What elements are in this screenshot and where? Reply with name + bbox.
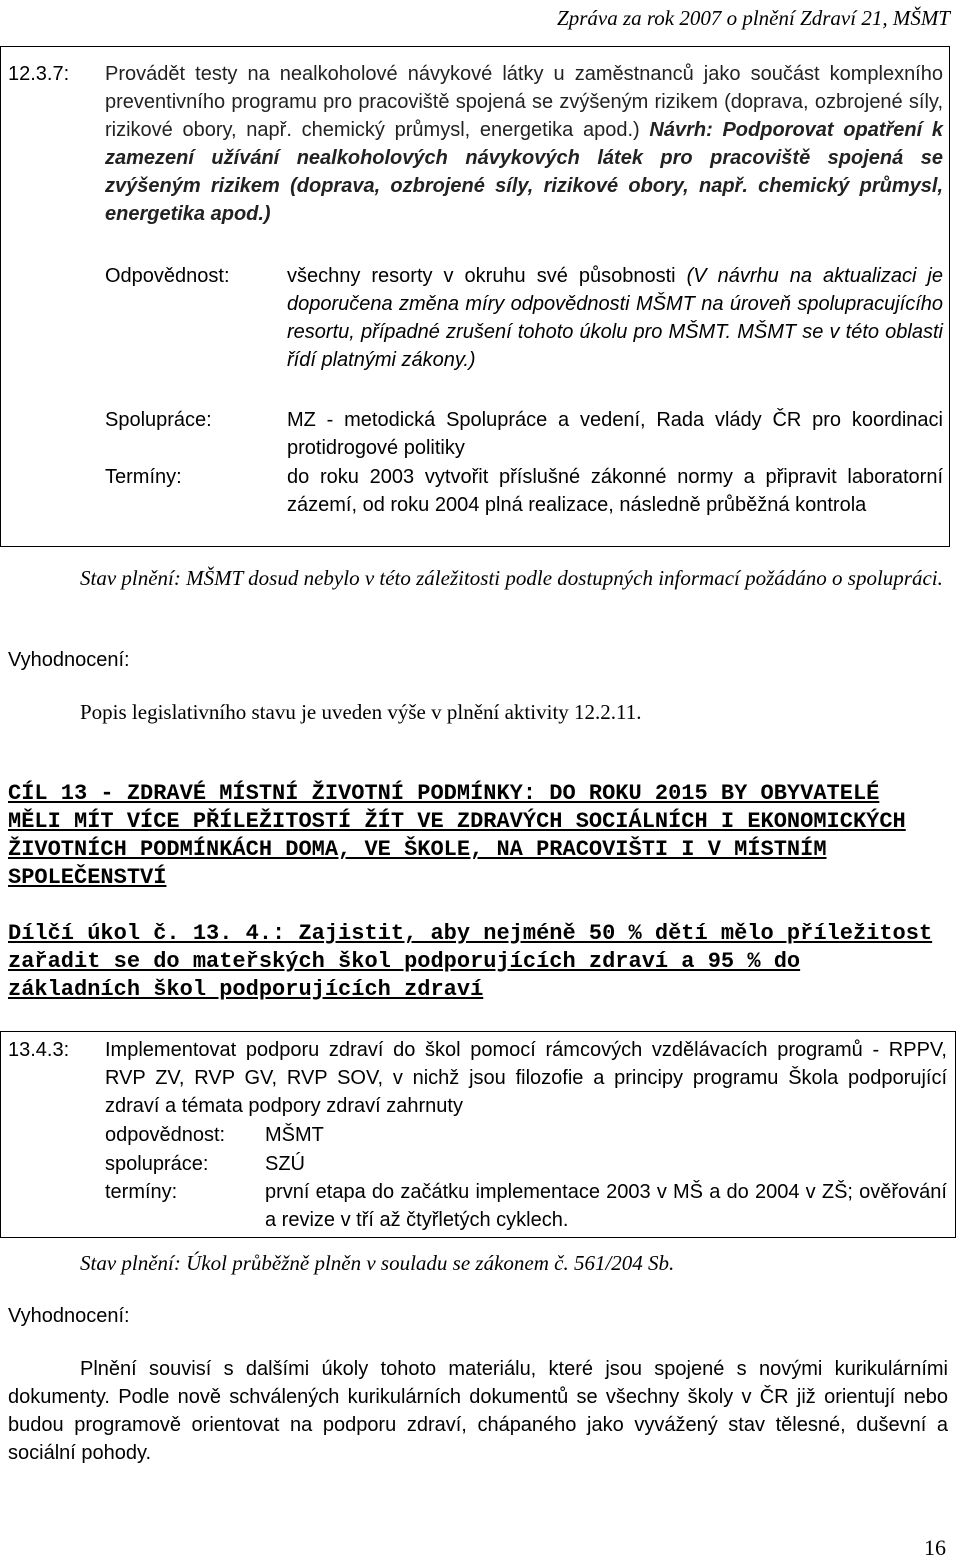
deadlines-text: do roku 2003 vytvořit příslušné zákonné normy a připravit laboratorní zázemí, od roku 2004 plná realizace, následně průběžná kontrola [287,466,943,516]
task-number: 12.3.7: [8,63,70,85]
evaluation-text: Plnění souvisí s dalšími úkoly tohoto materiálu, které jsou spojené s novými kurikulárními dokumenty. Podle nově schválených kurikulárních dokumentů se všechny školy v ČR již orientují nebo budou programově orientovat na podporu zdraví, chápaného jako vyvážený stav tělesné, duševní a sociální pohody. [8,1358,948,1464]
subtask-heading: Dílčí úkol č. 13. 4.: Zajistit, aby nejméně 50 % dětí mělo příležitost zařadit se do mateřských škol podporujících zdraví a 95 % do základních škol podporujících zdraví [8,921,933,1002]
task-description [105,60,943,228]
task-description: Implementovat podporu zdraví do škol pomocí rámcových vzdělávacích programů - RPPV, RVP ZV, RVP GV, RVP SOV, v nichž jsou filozofie a principy programu Škola podporující zdraví a témata podpory zdraví zahrnuty [105,1039,947,1117]
cooperation-text: SZÚ [265,1153,305,1175]
deadlines-label: Termíny: [105,466,182,488]
document-header: Zpráva za rok 2007 o plnění Zdraví 21, MŠMT [557,6,950,30]
status-text: Stav plnění: Úkol průběžně plněn v souladu se zákonem č. 561/204 Sb. [80,1251,675,1275]
task-proposal: Návrh: Podporovat opatření k zamezení užívání nealkoholových návykových látek pro pracoviště spojená se zvýšeným rizikem (doprava, ozbrojené síly, rizikové obory, např. chemický průmysl, energetika apod.) [105,119,944,225]
goal-heading: CÍL 13 - ZDRAVÉ MÍSTNÍ ŽIVOTNÍ PODMÍNKY: DO ROKU 2015 BY OBYVATELÉ MĚLI MÍT VÍCE PŘÍLEŽITOSTÍ ŽÍT VE ZDRAVÝCH SOCIÁLNÍCH I EKONOMICKÝCH ŽIVOTNÍCH PODMÍNKÁCH DOMA, VE ŠKOLE, NA PRACOVIŠTI I V MÍSTNÍM SPOLEČENSTVÍ [8,781,906,890]
deadlines-text: první etapa do začátku implementace 2003 v MŠ a do 2004 v ZŠ; ověřování a revize v tří až čtyřletých cyklech. [265,1181,947,1231]
responsibility-value [287,262,943,374]
deadlines-label: termíny: [105,1181,178,1203]
evaluation-label: Vyhodnocení: [8,1305,130,1327]
task-number: 13.4.3: [8,1039,70,1061]
responsibility-label: odpovědnost: [105,1124,226,1146]
task-text: Provádět testy na nealkoholové návykové látky u zaměstnanců jako součást komplexního preventivního programu pro pracoviště spojená se zvýšeným rizikem (doprava, ozbrojené síly, rizikové obory, např. chemický průmysl, energetika apod.) [105,63,943,141]
status-text: Stav plnění: MŠMT dosud nebylo v této záležitosti podle dostupných informací požádáno o spolupráci. [80,566,943,590]
responsibility-text: všechny resorty v okruhu své působnosti [287,265,676,287]
evaluation-text: Popis legislativního stavu je uveden výše v plnění aktivity 12.2.11. [80,700,642,724]
cooperation-label: spolupráce: [105,1153,209,1175]
responsibility-note: (V návrhu na aktualizaci je doporučena změna míry odpovědnosti MŠMT na úroveň spolupracujícího resortu, případné zrušení tohoto úkolu pro MŠMT. MŠMT se v této oblasti řídí platnými zákony.) [287,265,943,371]
cooperation-label: Spolupráce: [105,409,212,431]
cooperation-text: MZ - metodická Spolupráce a vedení, Rada vlády ČR pro koordinaci protidrogové politiky [287,409,943,459]
responsibility-label: Odpovědnost: [105,265,230,287]
evaluation-label: Vyhodnocení: [8,649,130,671]
responsibility-text: MŠMT [265,1124,324,1146]
page-number: 16 [924,1535,946,1560]
